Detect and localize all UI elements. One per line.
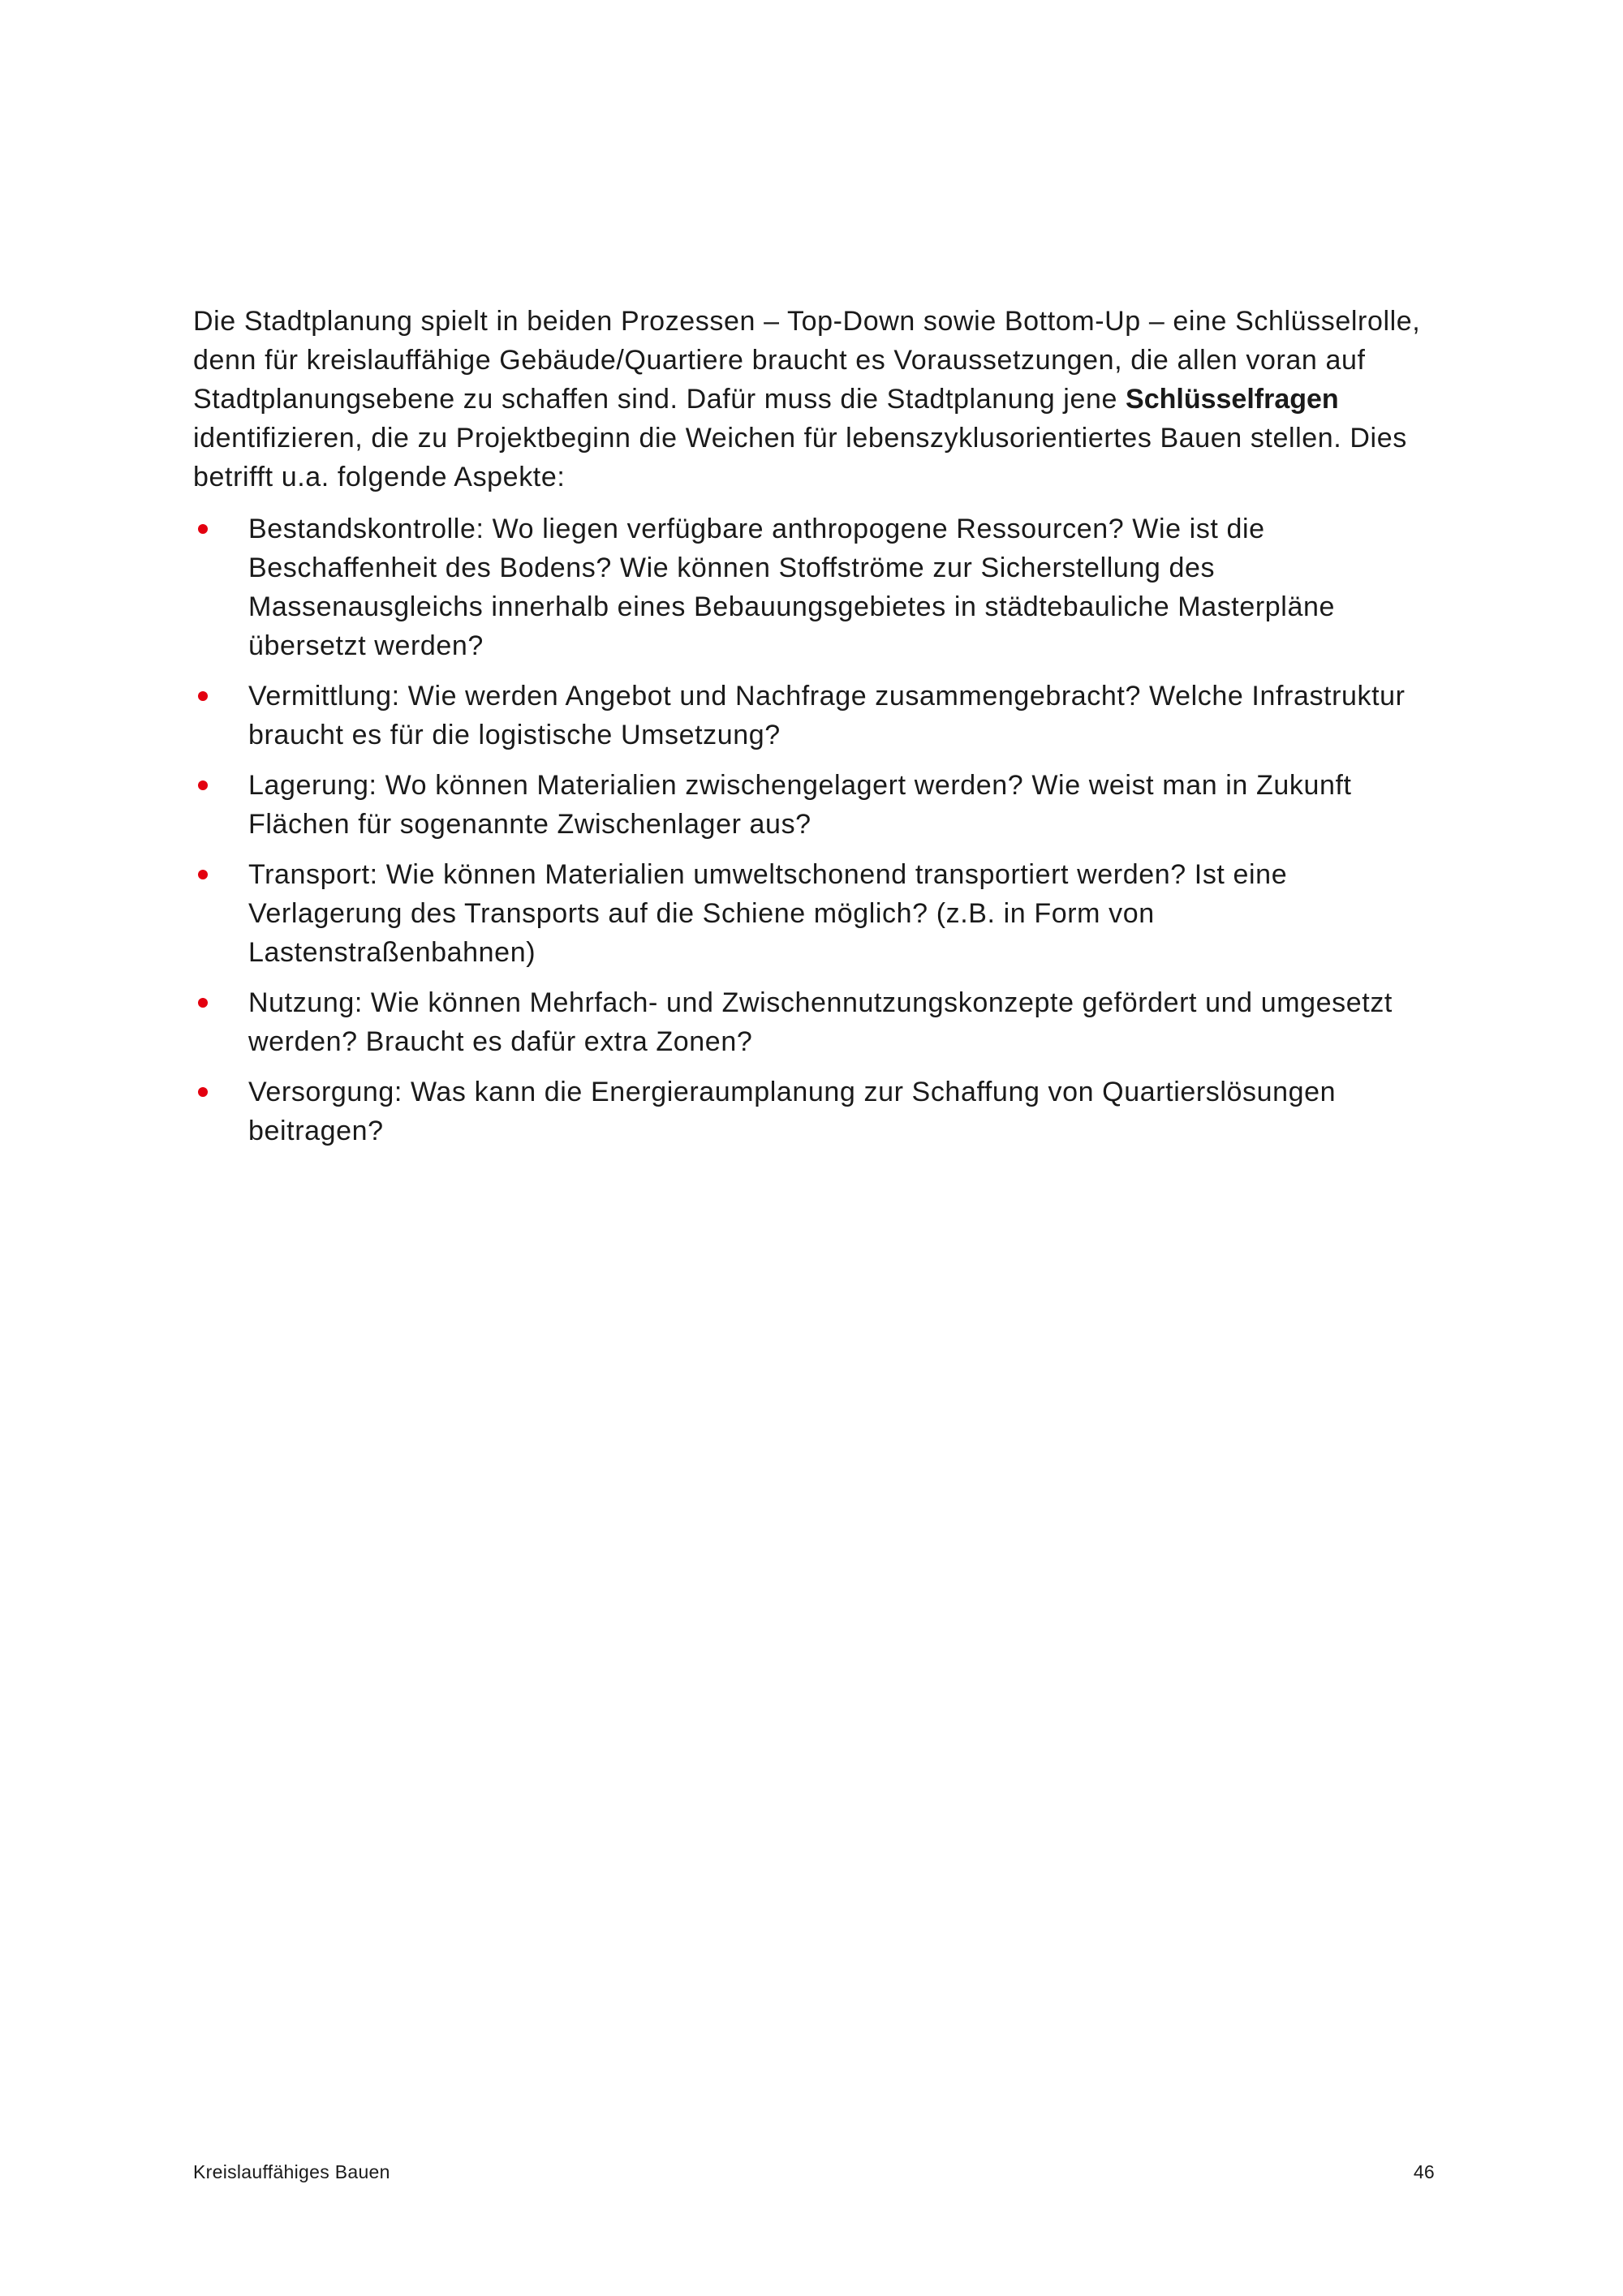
list-item-bestandskontrolle [193, 510, 1435, 665]
list-item-versorgung [193, 1073, 1435, 1150]
list-item-text: Lagerung: Wo können Materialien zwischengelagert werden? Wie weist man in Zukunft Flächen für sogenannte Zwischenlager aus? [248, 770, 1352, 840]
bullet-icon [198, 691, 208, 701]
intro-text-end: identifizieren, die zu Projektbeginn die Weichen für lebenszyklusorientiertes Bauen stellen. Dies betrifft u.a. folgende Aspekte: [193, 423, 1407, 492]
intro-text-start: Die Stadtplanung spielt in beiden Prozessen – Top-Down sowie Bottom-Up – eine Schlüsselrolle, denn für kreislauffähige Gebäude/Quartiere braucht es Voraussetzungen, die allen voran auf Stadtplanungsebene zu schaffen sind. Dafür muss die Stadtplanung jene [193, 306, 1421, 415]
bullet-icon [198, 524, 208, 534]
list-item-text: Transport: Wie können Materialien umweltschonend transportiert werden? Ist eine Verlagerung des Transports auf die Schiene möglich? (z.B. in Form von Lastenstraßenbahnen) [248, 859, 1288, 968]
page-footer [193, 2160, 1435, 2184]
intro-paragraph [193, 302, 1435, 497]
list-item-vermittlung [193, 677, 1435, 755]
bullet-icon [198, 1087, 208, 1097]
bullet-icon [198, 870, 208, 879]
list-item-text: Vermittlung: Wie werden Angebot und Nachfrage zusammengebracht? Welche Infrastruktur braucht es für die logistische Umsetzung? [248, 681, 1406, 750]
list-item-text: Nutzung: Wie können Mehrfach- und Zwischennutzungskonzepte gefördert und umgesetzt werden? Braucht es dafür extra Zonen? [248, 987, 1393, 1057]
list-item-text: Versorgung: Was kann die Energieraumplanung zur Schaffung von Quartierslösungen beitragen? [248, 1077, 1337, 1146]
list-item-transport [193, 855, 1435, 972]
list-item-text: Bestandskontrolle: Wo liegen verfügbare anthropogene Ressourcen? Wie ist die Beschaffenheit des Bodens? Wie können Stoffströme zur Sicherstellung des Massenausgleichs innerhalb eines Bebauungsgebietes in städtebauliche Masterpläne übersetzt werden? [248, 514, 1335, 661]
list-item-nutzung [193, 983, 1435, 1061]
bullet-icon [198, 998, 208, 1008]
bullet-icon [198, 780, 208, 790]
list-item-lagerung [193, 766, 1435, 844]
page-number: 46 [1413, 2161, 1435, 2182]
aspects-list [193, 510, 1435, 1150]
footer-title: Kreislauffähiges Bauen [193, 2161, 390, 2182]
document-body [193, 302, 1435, 1162]
key-term-schluesselfragen: Schlüsselfragen [1126, 384, 1339, 415]
